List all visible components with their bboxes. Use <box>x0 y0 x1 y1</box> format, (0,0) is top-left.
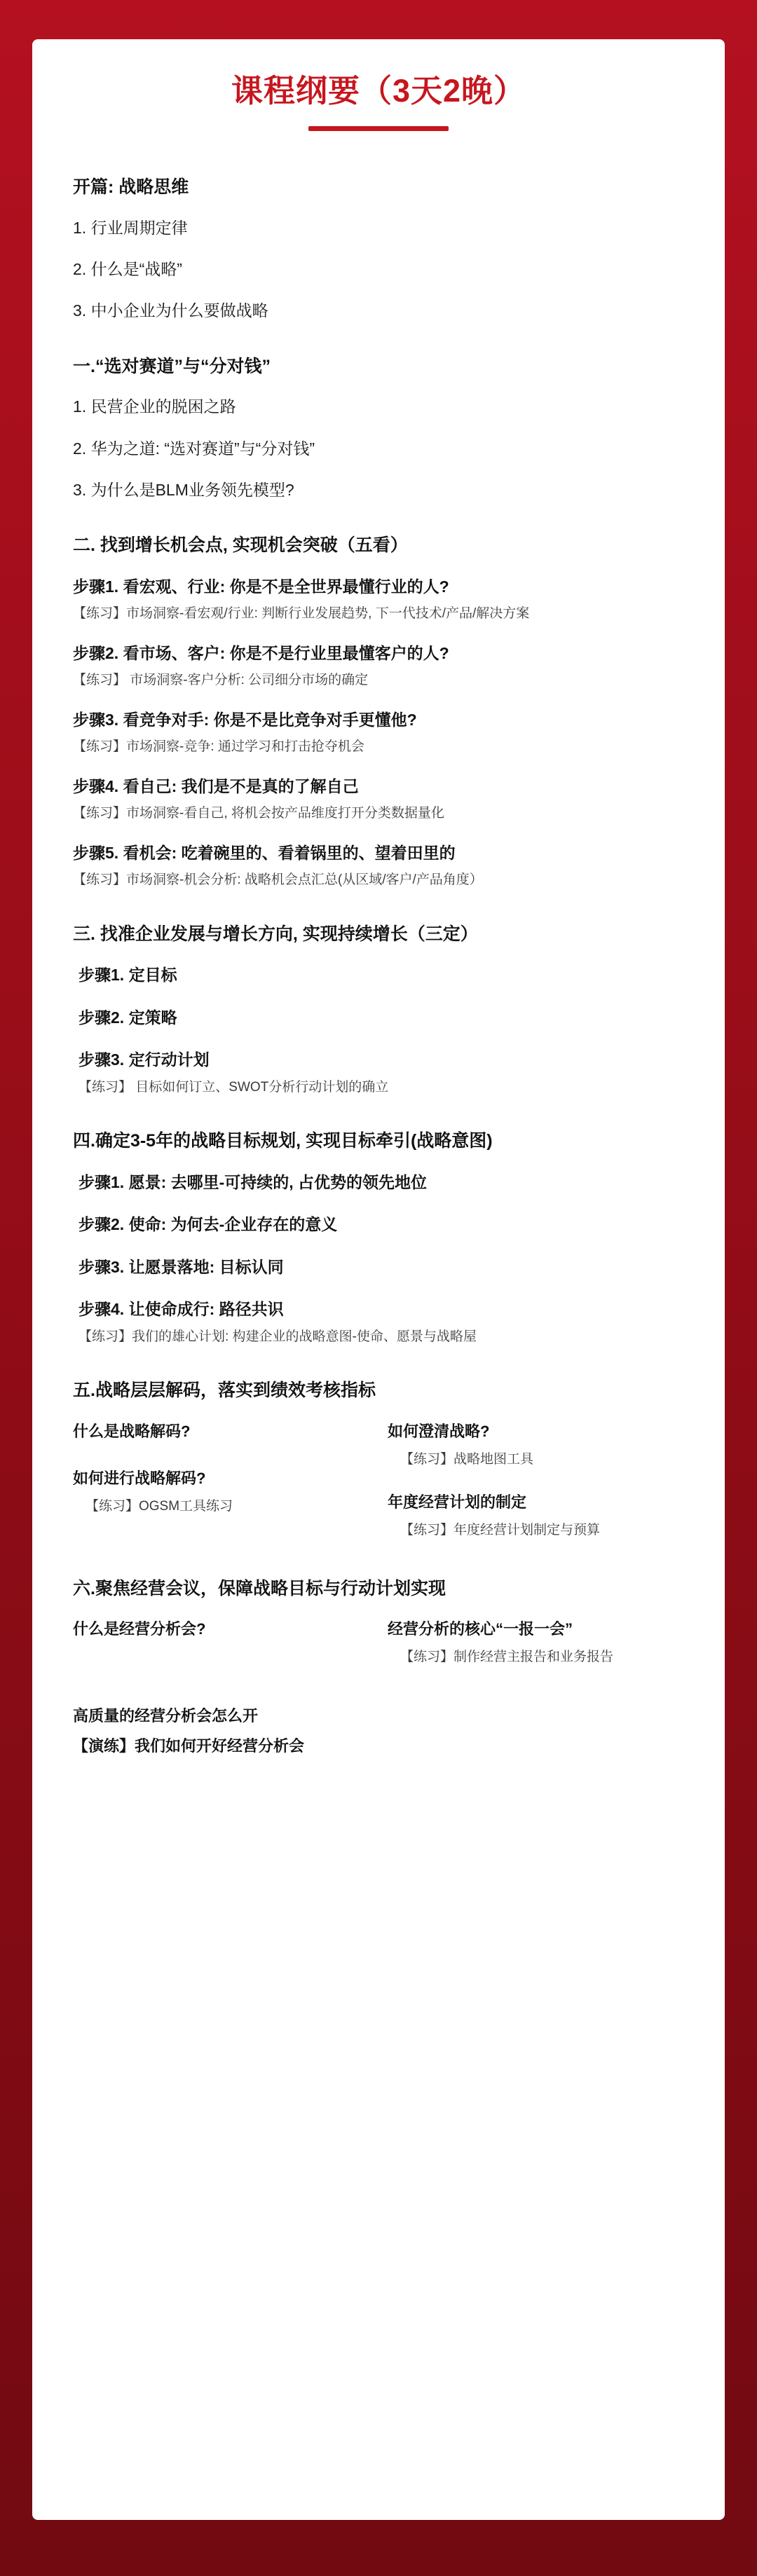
section-heading: 四.确定3-5年的战略目标规划, 实现目标牵引(战略意图) <box>73 1131 493 1151</box>
question-label: 年度经营计划的制定 <box>388 1493 527 1512</box>
section-one <box>73 354 684 502</box>
course-outline-card <box>32 39 725 2520</box>
section-heading: 五.战略层层解码，落实到绩效考核指标 <box>73 1381 376 1401</box>
practice-note: 【练习】 市场洞察-客户分析: 公司细分市场的确定 <box>73 673 369 688</box>
question-label: 如何进行战略解码? <box>73 1469 206 1487</box>
list-item: 3. 为什么是BLM业务领先模型? <box>73 480 294 499</box>
step-label: 步骤3. 看竞争对手: 你是不是比竞争对手更懂他? <box>73 710 417 729</box>
practice-note: 【练习】OGSM工具练习 <box>86 1498 233 1514</box>
practice-note: 【练习】市场洞察-看自己, 将机会按产品维度打开分类数据量化 <box>73 806 444 821</box>
column-right <box>388 1617 684 1672</box>
section-four <box>73 1128 684 1347</box>
two-column-block <box>73 1420 684 1545</box>
step-label: 步骤4. 让使命成行: 路径共识 <box>79 1300 284 1319</box>
question-label: 【演练】我们如何开好经营分析会 <box>73 1736 305 1755</box>
practice-note: 【练习】市场洞察-看宏观/行业: 判断行业发展趋势, 下一代技术/产品/解决方案 <box>73 606 530 622</box>
section-five <box>73 1378 684 1545</box>
section-heading: 三. 找准企业发展与增长方向, 实现持续增长（三定） <box>73 924 478 944</box>
step-label: 步骤1. 愿景: 去哪里-可持续的, 占优势的领先地位 <box>79 1172 428 1191</box>
step-label: 步骤3. 定行动计划 <box>79 1050 210 1069</box>
section-three <box>73 922 684 1098</box>
list-item: 1. 民营企业的脱困之路 <box>73 397 236 416</box>
practice-note: 【练习】市场洞察-竞争: 通过学习和打击抢夺机会 <box>73 739 364 755</box>
question-label: 什么是经营分析会? <box>73 1620 206 1638</box>
step-label: 步骤2. 使命: 为何去-企业存在的意义 <box>79 1215 338 1234</box>
question-label: 如何澄清战略? <box>388 1422 490 1440</box>
practice-note: 【练习】市场洞察-机会分析: 战略机会点汇总(从区域/客户/产品角度） <box>73 872 483 888</box>
list-item: 2. 华为之道: “选对赛道”与“分对钱” <box>73 439 315 458</box>
title-block <box>73 71 684 131</box>
section-two <box>73 533 684 891</box>
section-heading: 二. 找到增长机会点, 实现机会突破（五看） <box>73 535 408 556</box>
step-label: 步骤2. 定策略 <box>79 1008 177 1027</box>
step-label: 步骤5. 看机会: 吃着碗里的、看着锅里的、望着田里的 <box>73 843 456 862</box>
spacer <box>73 1672 684 1683</box>
practice-note: 【练习】我们的雄心计划: 构建企业的战略意图-使命、愿景与战略屋 <box>79 1329 477 1344</box>
step-label: 步骤1. 看宏观、行业: 你是不是全世界最懂行业的人? <box>73 577 449 596</box>
section-six <box>73 1576 684 1758</box>
page-title: 课程纲要（3天2晚） <box>231 73 526 109</box>
question-label: 什么是战略解码? <box>73 1422 191 1440</box>
question-label: 高质量的经营分析会怎么开 <box>73 1706 259 1725</box>
step-label: 步骤3. 让愿景落地: 目标认同 <box>79 1257 284 1276</box>
column-left <box>73 1617 369 1672</box>
step-label: 步骤4. 看自己: 我们是不是真的了解自己 <box>73 776 359 795</box>
question-label: 经营分析的核心“一报一会” <box>388 1620 573 1638</box>
step-label: 步骤2. 看市场、客户: 你是不是行业里最懂客户的人? <box>73 643 449 662</box>
step-label: 步骤1. 定目标 <box>79 966 177 985</box>
practice-note: 【练习】制作经营主报告和业务报告 <box>400 1650 614 1665</box>
list-item: 3. 中小企业为什么要做战略 <box>73 301 268 320</box>
practice-note: 【练习】战略地图工具 <box>400 1451 534 1467</box>
practice-note: 【练习】 目标如何订立、SWOT分析行动计划的确立 <box>79 1079 389 1095</box>
section-heading: 开篇: 战略思维 <box>73 177 189 198</box>
section-heading: 一.“选对赛道”与“分对钱” <box>73 356 271 376</box>
section-heading: 六.聚焦经营会议，保障战略目标与行动计划实现 <box>73 1578 446 1598</box>
list-item: 2. 什么是“战略” <box>73 260 182 279</box>
practice-note: 【练习】年度经营计划制定与预算 <box>400 1523 601 1538</box>
two-column-block <box>73 1617 684 1672</box>
section-opening <box>73 174 684 323</box>
list-item: 1. 行业周期定律 <box>73 218 188 237</box>
column-right <box>388 1420 684 1545</box>
title-underline <box>308 126 449 131</box>
column-left <box>73 1420 369 1545</box>
